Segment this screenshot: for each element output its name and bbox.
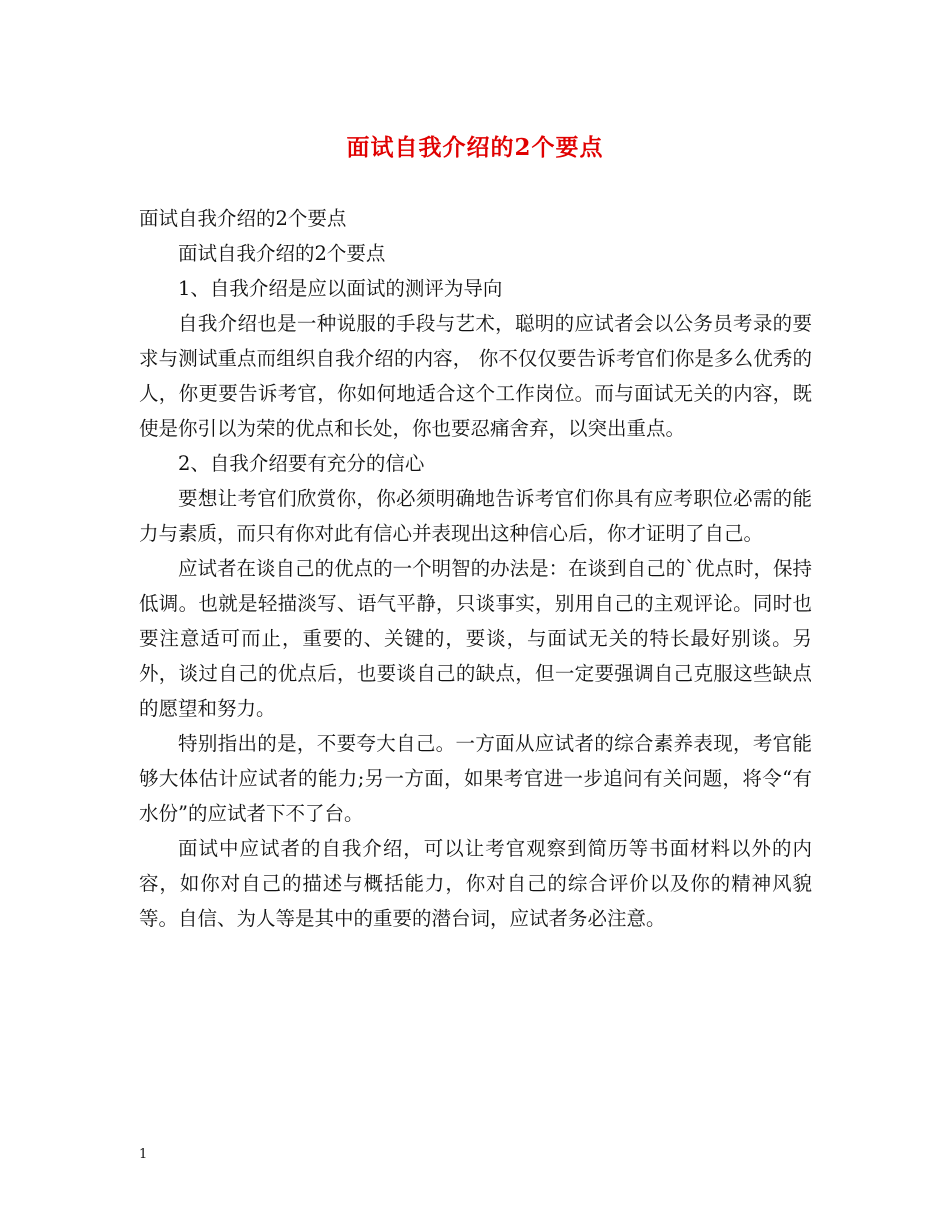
document-body: [139, 201, 812, 936]
paragraph: 特别指出的是，不要夸大自己。一方面从应试者的综合素养表现，考官能够大体估计应试者的能力;另一方面，如果考官进一步追问有关问题，将令“有水份”的应试者下不了台。: [139, 732, 812, 825]
paragraph: 自我介绍也是一种说服的手段与艺术，聪明的应试者会以公务员考录的要求与测试重点而组织自我介绍的内容， 你不仅仅要告诉考官们你是多么优秀的人，你更要告诉考官，你如何地适合这个工作岗位。而与面试无关的内容，既使是你引以为荣的优点和长处，你也要忍痛舍弃，以突出重点。: [139, 312, 812, 440]
paragraph: 2、自我介绍要有充分的信心: [178, 452, 425, 475]
paragraph: 面试自我介绍的2个要点: [139, 207, 347, 230]
paragraph: 1、自我介绍是应以面试的测评为导向: [178, 277, 503, 300]
paragraph: 应试者在谈自己的优点的一个明智的办法是：在谈到自己的`优点时，保持低调。也就是轻描淡写、语气平静，只谈事实，别用自己的主观评论。同时也要注意适可而止，重要的、关键的，要谈，与面试无关的特长最好别谈。另外，谈过自己的优点后，也要谈自己的缺点，但一定要强调自己克服这些缺点的愿望和努力。: [139, 557, 812, 720]
document-title: 面试自我介绍的2个要点: [346, 134, 604, 161]
paragraph: 面试自我介绍的2个要点: [178, 242, 386, 265]
paragraph: 要想让考官们欣赏你，你必须明确地告诉考官们你具有应考职位必需的能力与素质，而只有你对此有信心并表现出这种信心后，你才证明了自己。: [139, 487, 812, 545]
page-number: 1: [139, 1147, 148, 1162]
paragraph: 面试中应试者的自我介绍，可以让考官观察到简历等书面材料以外的内容，如你对自己的描述与概括能力，你对自己的综合评价以及你的精神风貌等。自信、为人等是其中的重要的潜台词，应试者务必注意。: [139, 837, 812, 930]
